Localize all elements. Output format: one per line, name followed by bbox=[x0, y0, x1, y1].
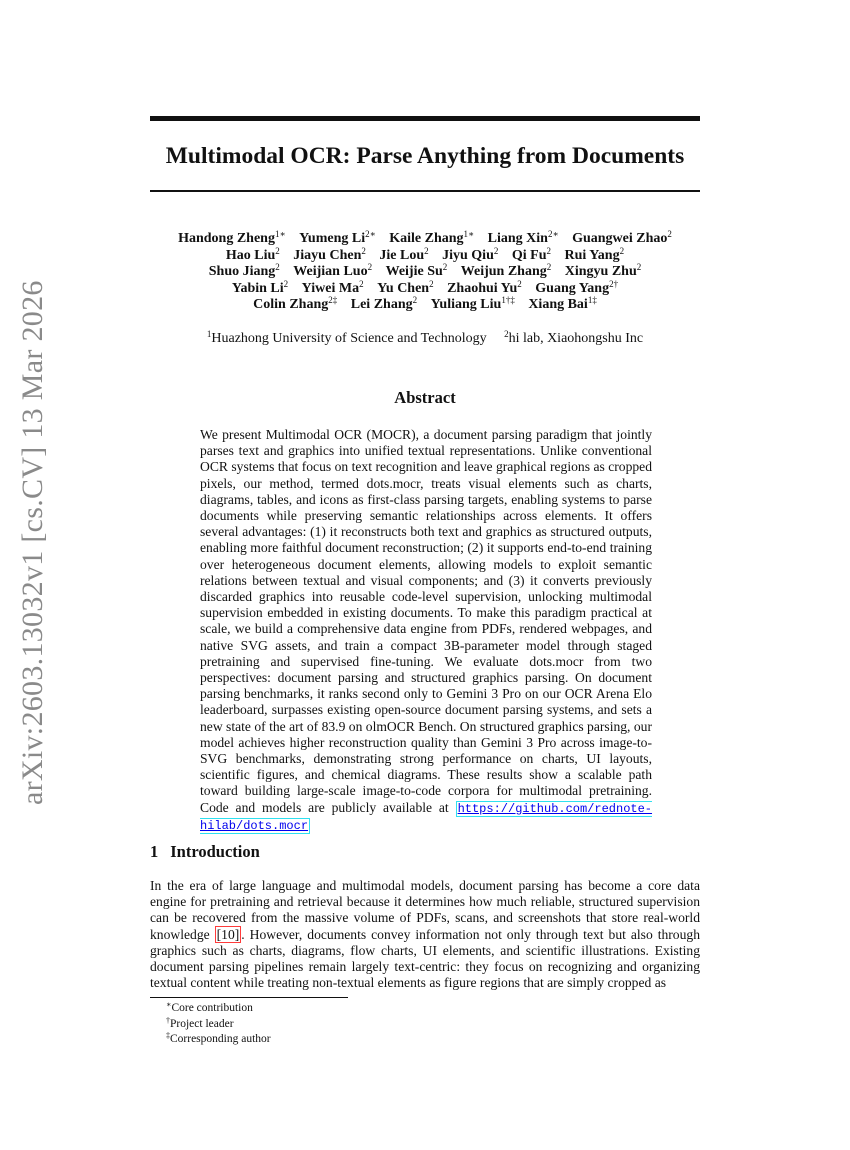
author: Qi Fu$^2$ bbox=[511, 245, 551, 263]
author-line bbox=[150, 245, 700, 265]
author: Yuliang Liu$^{1\dagger\ddagger}$ bbox=[430, 295, 515, 312]
author: Guang Yang$^{2\dagger}$ bbox=[535, 278, 619, 296]
paper-title: Multimodal OCR: Parse Anything from Documents bbox=[165, 143, 685, 169]
author: Yiwei Ma$^2$ bbox=[301, 278, 364, 296]
author: Shuo Jiang$^2$ bbox=[208, 262, 280, 279]
author: Yumeng $Li^{2∗}$ bbox=[299, 229, 376, 246]
author: Handong Zheng$^{1∗}$ bbox=[178, 229, 286, 246]
affiliation: $^1$Huazhong University of Science and Technology bbox=[206, 329, 487, 346]
footnote: ∗Core contribution bbox=[166, 1000, 253, 1014]
author: Lei Zhang$^2$ bbox=[350, 295, 418, 312]
author: Liang Xin$^{2∗}$ bbox=[487, 229, 559, 246]
author: Kaile Zhang$^{1∗}$ bbox=[389, 229, 475, 246]
footnote: ‡Corresponding author bbox=[166, 1031, 271, 1045]
introduction-paragraph: In the era of large language and multimodal models, document parsing has become a core data engine for pretraining and retrieval because it determines how much reliable, structured supervision can be recovered from the massive volume of PDFs, scans, and screenshots that store real-world knowledge [10] . However, documents convey information not only through text but also through graphics such as charts, diagrams, flow charts, UI elements, and scientific illustrations. Existing document parsing pipelines remain largely text-centric: they focus on recognizing and organizing textual content while treating non-textual elements as figure regions that are simply cropped as bbox=[150, 878, 700, 991]
author: Jiyu Qiu$^2$ bbox=[442, 245, 499, 263]
footnotes bbox=[166, 1001, 271, 1048]
section-title: Introduction bbox=[170, 842, 260, 861]
citation-link[interactable]: [10] bbox=[216, 926, 240, 942]
author: Colin Zhang$^{2\ddagger}$ bbox=[253, 295, 338, 312]
footnote-rule bbox=[150, 997, 348, 998]
author-list bbox=[150, 231, 700, 314]
title-top-rule bbox=[150, 116, 700, 121]
author: Yabin Li$^2$ bbox=[231, 278, 289, 296]
arxiv-identifier-stamp: arXiv:2603.13032v1 [cs.CV] 13 Mar 2026 bbox=[16, 280, 49, 805]
author: Hao Liu$^2$ bbox=[225, 245, 280, 263]
title-bottom-rule bbox=[150, 190, 700, 192]
author: Xiang Bai$^{1\ddagger}$ bbox=[528, 295, 597, 312]
section-number: 1 bbox=[150, 842, 159, 861]
author-line bbox=[150, 278, 700, 298]
author: Yu Chen$^2$ bbox=[377, 278, 434, 296]
author: Jie Lou$^2$ bbox=[379, 245, 429, 263]
affiliation: $^2$hi lab, Xiaohongshu Inc bbox=[504, 329, 644, 346]
author: Jiayu Chen$^2$ bbox=[293, 245, 366, 263]
author: Rui Yang$^2$ bbox=[564, 245, 625, 263]
abstract-text: We present Multimodal OCR (MOCR), a document parsing paradigm that jointly parses text and graphics into unified textual representations. Unlike conventional OCR systems that focus on text recognition and leave graphical regions as cropped pixels, our method, termed dots.mocr, treats visual elements such as charts, diagrams, tables, and icons as first-class parsing targets, enabling systems to parse documents while preserving semantic relationships across elements. It offers several advantages: (1) it reconstructs both text and graphics as structured outputs, enabling more faithful document reconstruction; (2) it supports end-to-end training over heterogeneous document elements, allowing models to exploit semantic relations between textual and visual components; and (3) it converts previously discarded graphics into reusable code-level supervision, unlocking multimodal supervision embedded in existing documents. To make this paradigm practical at scale, we build a comprehensive data engine from PDFs, rendered webpages, and native SVG assets, and train a compact 3B-parameter model through staged pretraining and supervised fine-tuning. We evaluate dots.mocr from two perspectives: document parsing and structured graphics parsing. On document parsing benchmarks, it ranks second only to Gemini 3 Pro on our OCR Arena Elo leaderboard, surpasses existing open-source document parsing systems, and sets a new state of the art of 83.9 on olmOCR Bench. On structured graphics parsing, our model achieves higher reconstruction quality than Gemini 3 Pro across image-to-SVG benchmarks, demonstrating strong performance on charts, UI layouts, scientific figures, and chemical diagrams. These results show a scalable path toward building large-scale image-to-code corpora for multimodal pretraining. Code and models are publicly available at https://github.com/rednote-hilab/dots.mocr bbox=[200, 427, 653, 833]
abstract-availability: are publicly available at https://github.com/rednote-hilab/dots.mocr bbox=[200, 799, 653, 833]
code-repository-link[interactable]: https://github.com/rednote-hilab/dots.mocr bbox=[200, 801, 653, 833]
author: Zhaohui Yu$^2$ bbox=[447, 278, 522, 296]
author: Weijian Luo$^2$ bbox=[293, 262, 373, 279]
author: Weijun Zhang$^2$ bbox=[460, 262, 552, 279]
affiliations bbox=[150, 331, 700, 347]
footnote: †Project leader bbox=[166, 1015, 234, 1030]
author-line bbox=[150, 297, 700, 314]
abstract-heading: Abstract bbox=[394, 388, 456, 407]
author: Guangwei Zhao$^2$ bbox=[572, 229, 672, 246]
author: Xingyu Zhu$^2$ bbox=[564, 262, 642, 279]
author: Weijie Su$^2$ bbox=[385, 262, 448, 279]
section-heading-introduction bbox=[150, 842, 260, 862]
